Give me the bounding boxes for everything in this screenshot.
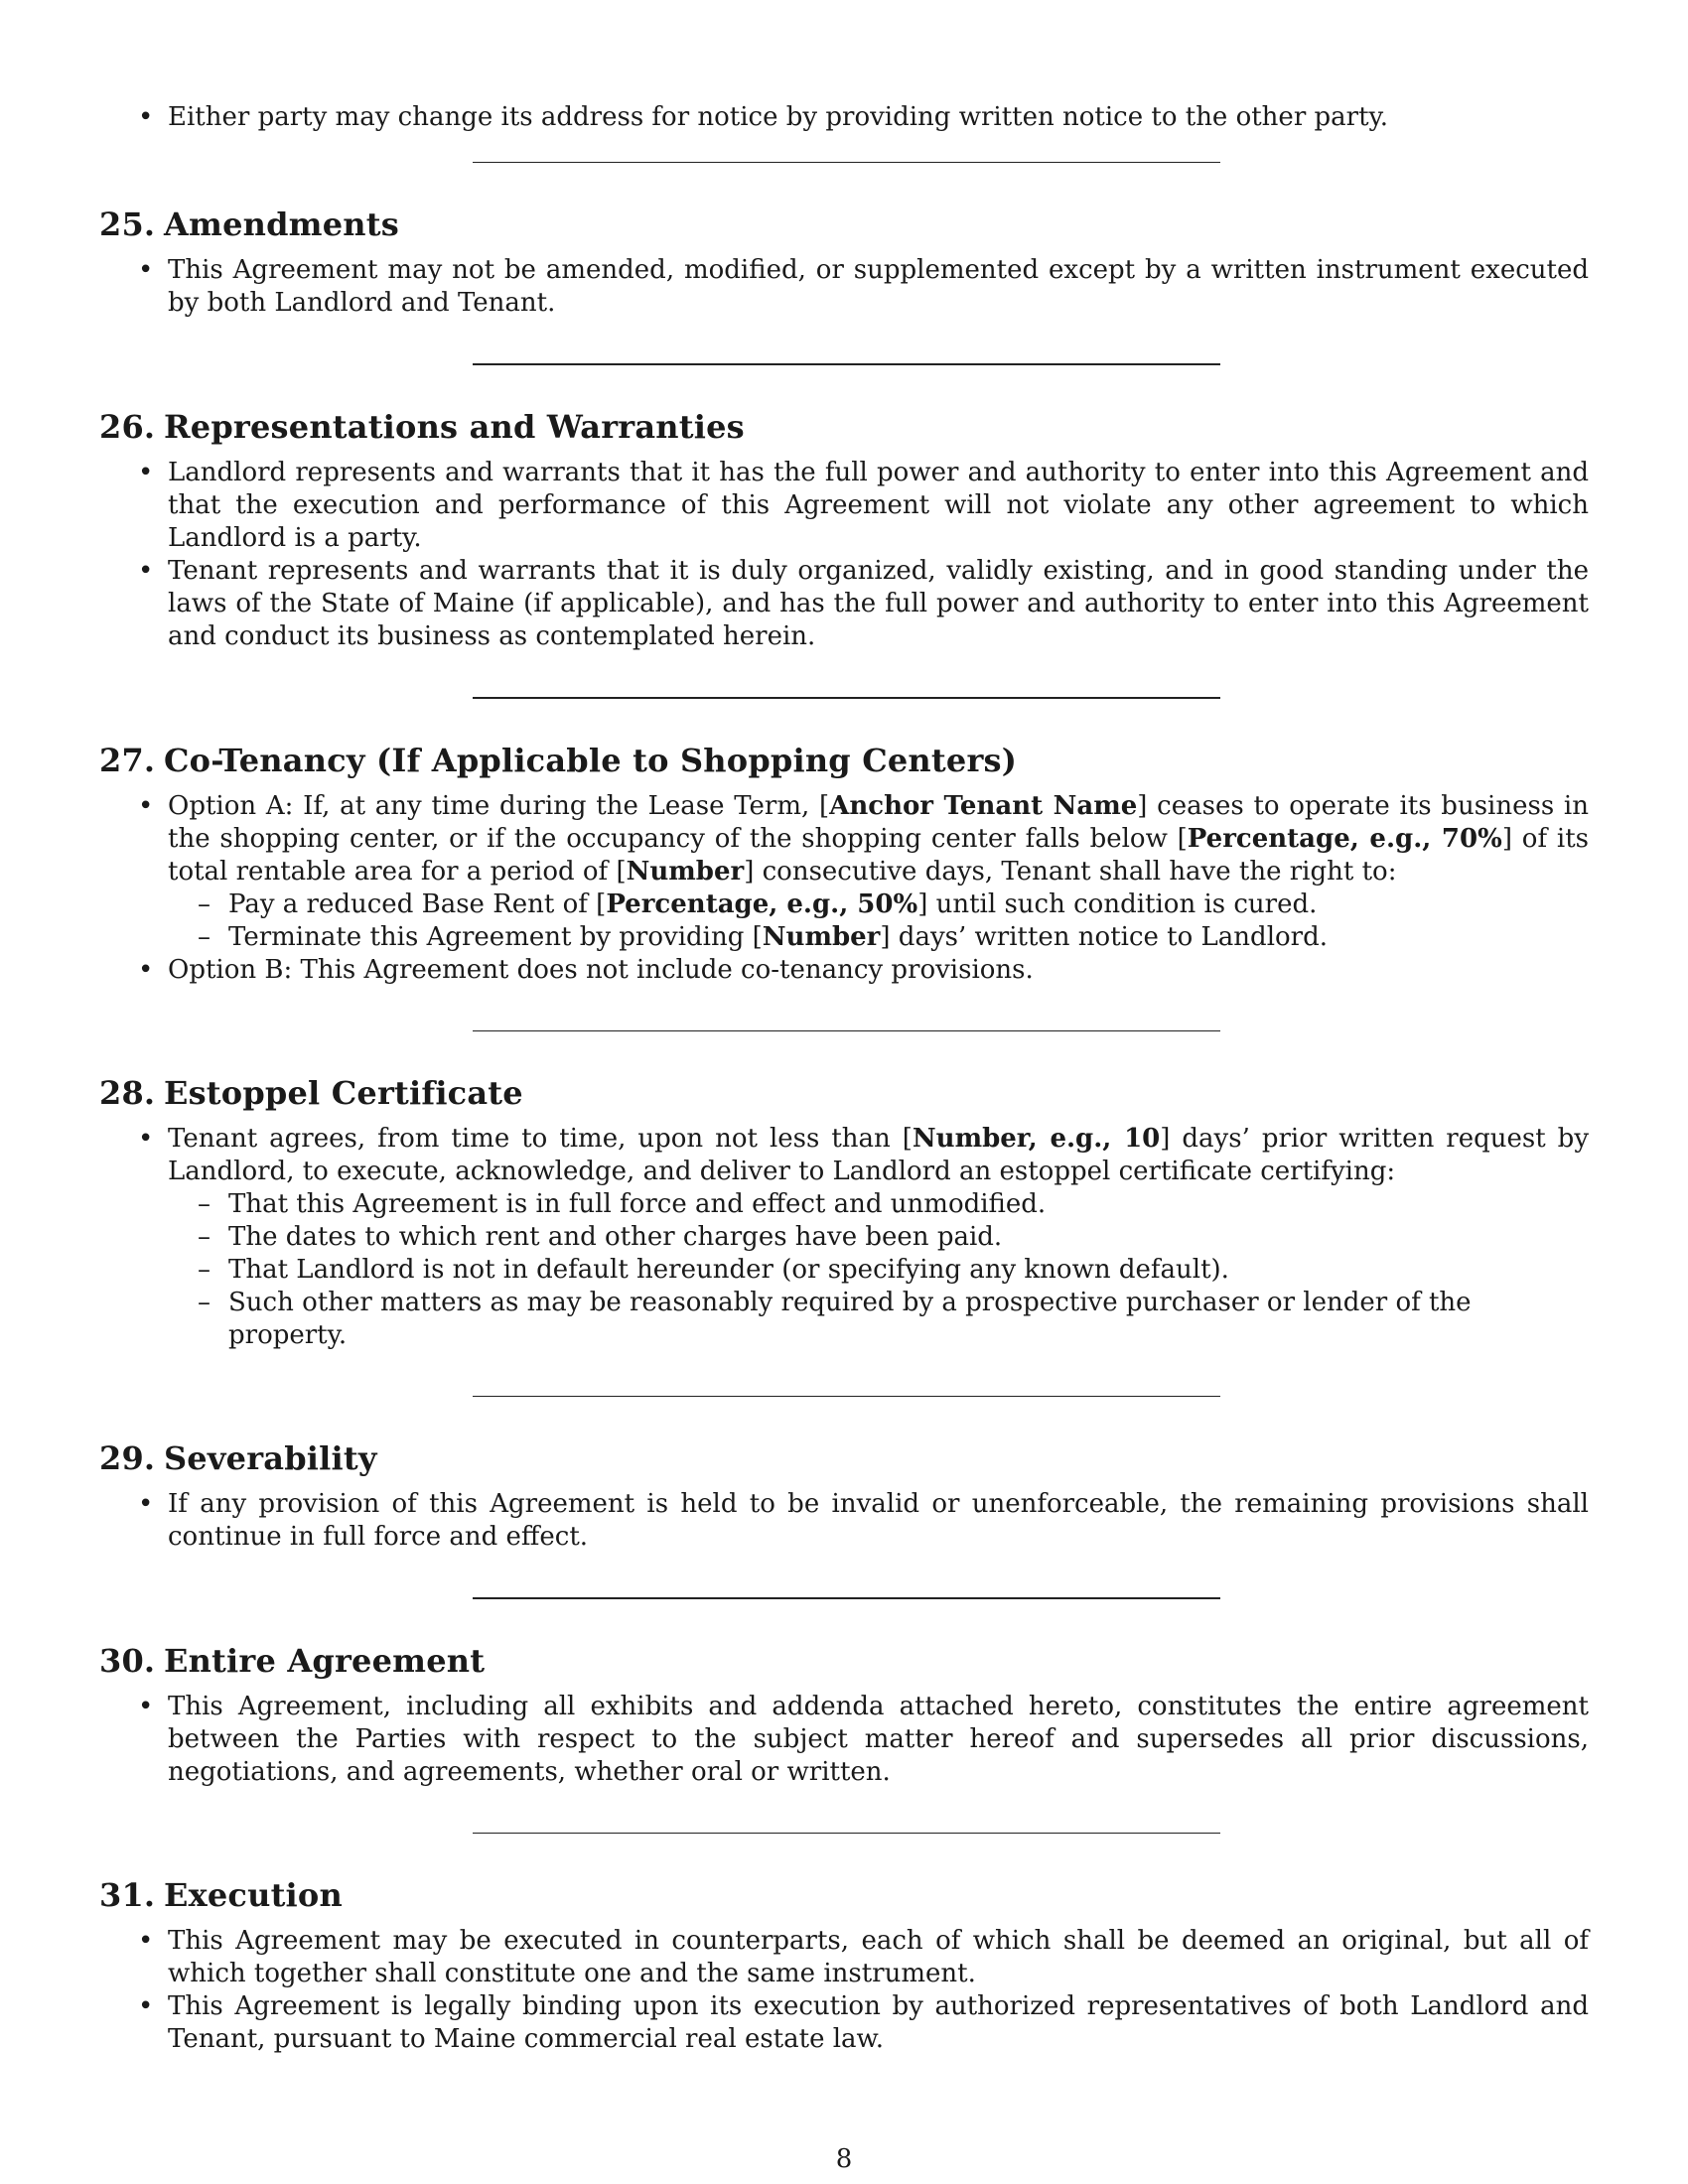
section-divider: [473, 1597, 1220, 1599]
list-item: • Tenant represents and warrants that it is duly organized, validly existing, and in good standing under the laws of the State of Maine (if applicable), and has the full power and authority to enter into this Agreement and conduct its business as contemplated herein.: [99, 555, 1589, 653]
sub-list-item: – The dates to which rent and other charges have been paid.: [168, 1221, 1589, 1254]
section-heading: 28. Estoppel Certificate: [99, 1074, 523, 1112]
sub-list-item: – That Landlord is not in default hereunder (or specifying any known default).: [168, 1254, 1589, 1287]
list-item: • Option A: If, at any time during the Lease Term, [Anchor Tenant Name] ceases to operate its business in the shopping center, or if the occupancy of the shopping center falls below [Percentage, e.g., 70%] of its total rentable area for a period of [Number] consecutive days, Tenant shall have the right to: – Pay a reduced Base Rent of [Percentage, e.g., 50%] until such condition is cured. – Terminate this Agreement by providing [Number] days’ written notice to Landlord.: [99, 790, 1589, 954]
section-heading: 25. Amendments: [99, 205, 399, 243]
list-item: • This Agreement may not be amended, modified, or supplemented except by a written instrument executed by both Landlord and Tenant.: [99, 254, 1589, 320]
list-item: • Tenant agrees, from time to time, upon not less than [Number, e.g., 10] days’ prior written request by Landlord, to execute, acknowledge, and deliver to Landlord an estoppel certificate certifying: – That this Agreement is in full force and effect and unmodified. – The dates to which rent and other charges have been paid. – That Landlord is not in default hereunder (or specifying any known default). – Such other matters as may be reasonably required by a prospective purchaser or lender of the property.: [99, 1123, 1589, 1352]
section-divider: [473, 1030, 1220, 1031]
section-divider: [473, 162, 1220, 163]
section-heading: 31. Execution: [99, 1876, 343, 1914]
list-item: • This Agreement may be executed in counterparts, each of which shall be deemed an original, but all of which together shall constitute one and the same instrument.: [99, 1925, 1589, 1990]
document-page: [99, 91, 1589, 2056]
section-divider: [473, 697, 1220, 699]
section-heading: 27. Co-Tenancy (If Applicable to Shopping Centers): [99, 742, 1018, 779]
section-divider: [473, 1833, 1220, 1834]
list-item: • This Agreement, including all exhibits and addenda attached hereto, constitutes the entire agreement between the Parties with respect to the subject matter hereof and supersedes all prior discussions, negotiations, and agreements, whether oral or written.: [99, 1691, 1589, 1789]
list-item: • Either party may change its address for notice by providing written notice to the other party.: [138, 102, 1389, 132]
section-heading: 29. Severability: [99, 1439, 377, 1477]
sub-list-item: – Pay a reduced Base Rent of [Percentage, e.g., 50%] until such condition is cured.: [168, 888, 1589, 921]
page-number: 8: [835, 2144, 853, 2174]
list-item: • Landlord represents and warrants that it has the full power and authority to enter into this Agreement and that the execution and performance of this Agreement will not violate any other agreement to which Landlord is a party.: [99, 457, 1589, 555]
section-heading: 26. Representations and Warranties: [99, 408, 745, 446]
sub-list-item: – Such other matters as may be reasonably required by a prospective purchaser or lender of the property.: [168, 1287, 1589, 1352]
sub-list-item: – Terminate this Agreement by providing [Number] days’ written notice to Landlord.: [168, 921, 1589, 954]
section-heading: 30. Entire Agreement: [99, 1642, 486, 1680]
section-divider: [473, 1396, 1220, 1397]
list-item: • This Agreement is legally binding upon its execution by authorized representatives of both Landlord and Tenant, pursuant to Maine commercial real estate law.: [99, 1990, 1589, 2056]
sub-list-item: – That this Agreement is in full force and effect and unmodified.: [168, 1188, 1589, 1221]
list-item: • If any provision of this Agreement is held to be invalid or unenforceable, the remaining provisions shall continue in full force and effect.: [99, 1488, 1589, 1554]
section-divider: [473, 363, 1220, 365]
list-item: • Option B: This Agreement does not include co-tenancy provisions.: [99, 954, 1589, 987]
